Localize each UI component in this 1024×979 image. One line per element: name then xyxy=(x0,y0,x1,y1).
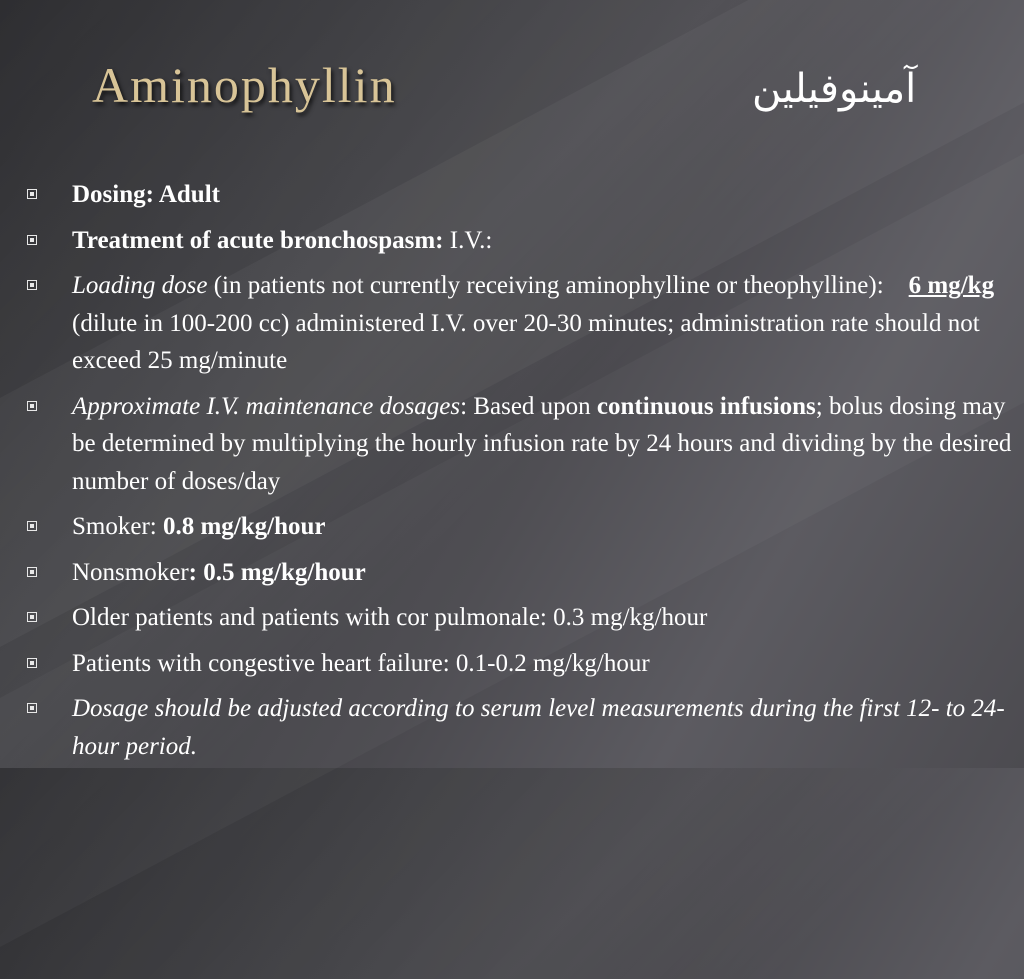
nonsmoker-dose-value: : 0.5 mg/kg/hour xyxy=(188,558,366,586)
square-bullet-icon xyxy=(27,280,37,290)
bullet-text: Patients with congestive heart failure: 0.1-0.2 mg/kg/hour xyxy=(72,649,650,677)
slide-title-arabic: آمينوفيلين xyxy=(752,66,917,112)
square-bullet-icon xyxy=(27,521,37,531)
bullet-text: Nonsmoker xyxy=(72,558,189,586)
bullet-text: (in patients not currently receiving aminophylline or theophylline): xyxy=(207,272,909,299)
bullet-list xyxy=(24,176,1014,773)
bullet-text: ; bolus dosing may be determined by multiplying the hourly infusion rate by 24 hours and dividing by the desired number of doses/day xyxy=(72,392,1012,495)
bullet-older-patients xyxy=(24,599,1014,637)
loading-dose-value: 6 mg/kg xyxy=(908,272,995,299)
square-bullet-icon xyxy=(27,235,37,245)
smoker-dose-value: 0.8 mg/kg/hour xyxy=(162,513,326,540)
bullet-loading-dose xyxy=(24,267,1014,380)
square-bullet-icon xyxy=(27,703,37,713)
bullet-treatment xyxy=(24,222,1014,260)
bullet-text: Dosing: Adult xyxy=(72,181,220,208)
bullet-text: I.V.: xyxy=(443,226,493,254)
bullet-heart-failure xyxy=(24,645,1014,683)
bullet-text-italic: Loading dose xyxy=(72,272,208,299)
bullet-dosage-adjustment xyxy=(24,690,1014,765)
bullet-maintenance xyxy=(24,388,1014,501)
square-bullet-icon xyxy=(27,612,37,622)
bullet-text-bold: continuous infusions xyxy=(596,392,816,420)
bullet-text: (dilute in 100-200 cc) administered I.V. over 20-30 minutes; administration rate should not exceed 25 mg/minute xyxy=(72,309,980,374)
bullet-text: Smoker: xyxy=(72,513,163,540)
slide-title: Aminophyllin xyxy=(92,57,397,113)
bullet-nonsmoker xyxy=(24,554,1014,592)
square-bullet-icon xyxy=(27,658,37,668)
bullet-text-italic: Dosage should be adjusted according to serum level measurements during the first 12- to 24-hour period. xyxy=(72,695,1005,760)
square-bullet-icon xyxy=(27,401,37,411)
bullet-dosing xyxy=(24,176,1014,214)
bullet-smoker xyxy=(24,508,1014,546)
bullet-text-italic: Approximate I.V. maintenance dosages xyxy=(72,392,461,420)
bullet-text-bold: Treatment of acute bronchospasm: xyxy=(72,226,444,254)
bullet-text: : Based upon xyxy=(460,392,597,420)
square-bullet-icon xyxy=(27,567,37,577)
square-bullet-icon xyxy=(27,189,37,199)
bullet-text: Older patients and patients with cor pulmonale: 0.3 mg/kg/hour xyxy=(72,604,708,631)
